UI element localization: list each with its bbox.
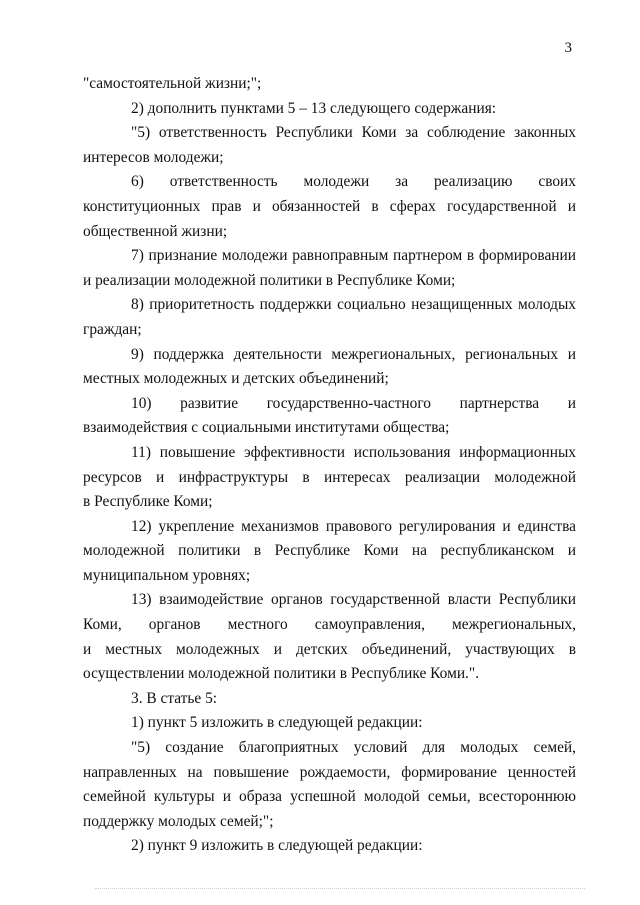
page-number: 3 xyxy=(564,40,572,56)
text-line: и местных молодежных и детских объединений, участвующих в xyxy=(83,640,576,658)
text-line: 2) дополнить пунктами 5 – 13 следующего содержания: xyxy=(131,99,497,117)
text-line: молодежной политики в Республике Коми на республиканском и xyxy=(83,542,576,560)
text-line: и реализации молодежной политики в Республике Коми; xyxy=(83,271,456,289)
text-line: осуществлении молодежной политики в Республике Коми.". xyxy=(83,665,480,683)
text-line: направленных на повышение рождаемости, формирование ценностей xyxy=(83,763,576,781)
text-line: 13) взаимодействие органов государственной власти Республики xyxy=(131,591,576,609)
text-line: 1) пункт 5 изложить в следующей редакции: xyxy=(131,714,423,732)
text-line: в Республике Коми; xyxy=(83,493,213,511)
text-line: 10) развитие государственно-частного партнерства и xyxy=(131,394,576,412)
text-line: интересов молодежи; xyxy=(83,148,224,166)
text-line: 11) повышение эффективности использования информационных xyxy=(131,443,576,461)
text-line: ресурсов и инфраструктуры в интересах реализации молодежной xyxy=(83,468,576,486)
text-line: поддержку молодых семей;"; xyxy=(83,812,274,830)
scan-artifact-divider xyxy=(95,888,585,892)
text-line: 3. В статье 5: xyxy=(131,689,218,707)
text-line: 6) ответственность молодежи за реализацию своих xyxy=(131,173,576,191)
text-line: 9) поддержка деятельности межрегиональных, региональных и xyxy=(131,345,576,363)
text-line: "самостоятельной жизни;"; xyxy=(83,75,262,92)
text-line: муниципальном уровнях; xyxy=(83,566,251,584)
text-line: Коми, органов местного самоуправления, межрегиональных, xyxy=(83,616,576,634)
text-line: 2) пункт 9 изложить в следующей редакции: xyxy=(131,837,423,855)
text-line: 8) приоритетность поддержки социально незащищенных молодых xyxy=(131,296,576,314)
document-body xyxy=(83,72,576,859)
text-line: взаимодействия с социальными институтами общества; xyxy=(83,419,450,437)
text-line: "5) создание благоприятных условий для молодых семей, xyxy=(131,739,576,757)
text-line: граждан; xyxy=(83,320,142,338)
text-line: общественной жизни; xyxy=(83,222,228,240)
text-line: 7) признание молодежи равноправным партнером в формировании xyxy=(131,247,576,265)
text-line: конституционных прав и обязанностей в сферах государственной и xyxy=(83,197,576,215)
text-line: семейной культуры и образа успешной молодой семьи, всестороннюю xyxy=(83,788,576,806)
text-line: 12) укрепление механизмов правового регулирования и единства xyxy=(131,517,576,535)
text-line: местных молодежных и детских объединений; xyxy=(83,370,389,388)
text-line: "5) ответственность Республики Коми за соблюдение законных xyxy=(131,124,576,142)
